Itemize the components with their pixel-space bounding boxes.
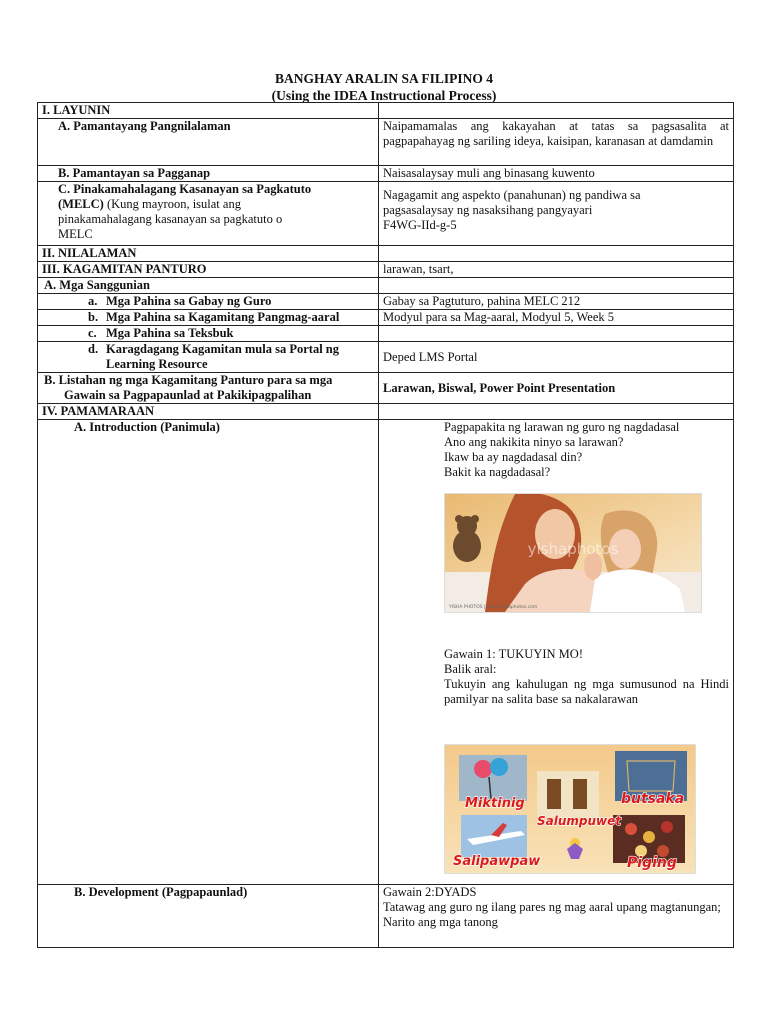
- sanggunian-item-value: Deped LMS Portal: [379, 342, 734, 373]
- listahan-value: Larawan, Biswal, Power Point Presentation: [379, 373, 734, 404]
- pamantayang-pangnilalaman-value: Naipamamalas ang kakayahan at tatas sa pagsasalita at pagpapahayag ng sariling ideya, kaisipan, karanasan at damdamin: [379, 119, 734, 166]
- text-line: Ikaw ba ay nagdadasal din?: [444, 450, 583, 464]
- development-content: [379, 885, 734, 948]
- sanggunian-item-label: a. Mga Pahina sa Gabay ng Guro: [38, 294, 379, 310]
- table-row: [38, 342, 734, 373]
- introduction-questions: [383, 420, 729, 480]
- melc-label: [38, 182, 379, 246]
- collage-word: Miktinig: [465, 796, 525, 811]
- introduction-label: A. Introduction (Panimula): [38, 420, 379, 885]
- gawain1-title: Gawain 1: TUKUYIN MO!: [444, 647, 583, 661]
- table-row: [38, 246, 734, 262]
- kagamitan-value: larawan, tsart,: [379, 262, 734, 278]
- melc-code: F4WG-IId-g-5: [383, 218, 457, 232]
- collage-word: Salipawpaw: [453, 854, 541, 869]
- table-row: [38, 404, 734, 420]
- text-line: Pagpapakita ng larawan ng guro ng nagdadasal: [444, 420, 680, 434]
- melc-value-text: Nagagamit ang aspekto (panahunan) ng pandiwa sa pagsasalaysay ng nasaksihang pangyayari: [383, 188, 641, 217]
- table-row: [38, 294, 734, 310]
- table-row: [38, 278, 734, 294]
- lesson-plan-table: [37, 102, 734, 948]
- gawain1-block: [383, 647, 729, 707]
- sanggunian-item-label: d. Karagdagang Kagamitan mula sa Portal ng Learning Resource: [38, 342, 379, 373]
- document-header: [0, 70, 768, 104]
- balik-aral-label: Balik aral:: [444, 662, 497, 676]
- text-line: Ano ang nakikita ninyo sa larawan?: [444, 435, 624, 449]
- listahan-label: B. Listahan ng mga Kagamitang Panturo para sa mga Gawain sa Pagpapaunlad at Pakikipagpalihan: [38, 373, 379, 404]
- development-label: B. Development (Pagpapaunlad): [38, 885, 379, 948]
- sanggunian-item-value: [379, 326, 734, 342]
- praying-photo-image: [445, 494, 701, 612]
- text-line: Bakit ka nagdadasal?: [444, 465, 551, 479]
- melc-label-rest: (Kung mayroon, isulat ang pinakamahalagang kasanayan sa pagkatuto o MELC: [58, 197, 283, 241]
- table-row: [38, 166, 734, 182]
- vocabulary-collage-image: [444, 744, 696, 874]
- collage-image: [445, 745, 695, 873]
- photo-caption: YISHA PHOTOS | www.yishaphotos.com: [449, 605, 538, 610]
- sanggunian-label: A. Mga Sanggunian: [38, 278, 379, 294]
- table-row: [38, 262, 734, 278]
- sanggunian-item-label: c. Mga Pahina sa Teksbuk: [38, 326, 379, 342]
- collage-word: Piging: [627, 855, 677, 871]
- photo-watermark: yishaphotos: [527, 540, 619, 558]
- sanggunian-item-label: b. Mga Pahina sa Kagamitang Pangmag-aaral: [38, 310, 379, 326]
- table-row: [38, 885, 734, 948]
- collage-word: butsaka: [621, 791, 685, 807]
- document-subtitle: (Using the IDEA Instructional Process): [271, 88, 497, 103]
- table-row: [38, 103, 734, 119]
- introduction-content: [379, 420, 734, 885]
- section-heading-kagamitan: III. KAGAMITAN PANTURO: [38, 262, 379, 278]
- gawain2-questions-intro: Narito ang mga tanong: [383, 915, 498, 929]
- gawain2-instruction: Tatawag ang guro ng ilang pares ng mag aaral upang magtanungan;: [383, 900, 721, 914]
- table-row: [38, 373, 734, 404]
- section-heading-nilalaman: II. NILALAMAN: [38, 246, 379, 262]
- table-row: [38, 182, 734, 246]
- sanggunian-item-value: Gabay sa Pagtuturo, pahina MELC 212: [379, 294, 734, 310]
- section-heading-layunin: I. LAYUNIN: [38, 103, 379, 119]
- gawain2-title: Gawain 2:DYADS: [383, 885, 477, 899]
- melc-label-bold: C. Pinakamahalagang Kasanayan sa Pagkatuto (MELC): [58, 182, 312, 211]
- section-heading-pamamaraan: IV. PAMAMARAAN: [38, 404, 379, 420]
- pamantayang-pangnilalaman-label: A. Pamantayang Pangnilalaman: [38, 119, 379, 166]
- sanggunian-item-value: Modyul para sa Mag-aaral, Modyul 5, Week 5: [379, 310, 734, 326]
- table-row: [38, 119, 734, 166]
- table-row: [38, 326, 734, 342]
- table-row: [38, 420, 734, 885]
- gawain1-instruction: Tukuyin ang kahulugan ng mga sumusunod na Hindi pamilyar na salita base sa nakalarawan: [444, 677, 729, 706]
- collage-word: Salumpuwet: [537, 814, 621, 828]
- pamantayan-sa-pagganap-label: B. Pamantayan sa Pagganap: [38, 166, 379, 182]
- table-row: [38, 310, 734, 326]
- praying-mother-daughter-photo: [444, 493, 702, 613]
- pamantayan-sa-pagganap-value: Naisasalaysay muli ang binasang kuwento: [379, 166, 734, 182]
- melc-value: [379, 182, 734, 246]
- document-title: BANGHAY ARALIN SA FILIPINO 4: [274, 71, 494, 86]
